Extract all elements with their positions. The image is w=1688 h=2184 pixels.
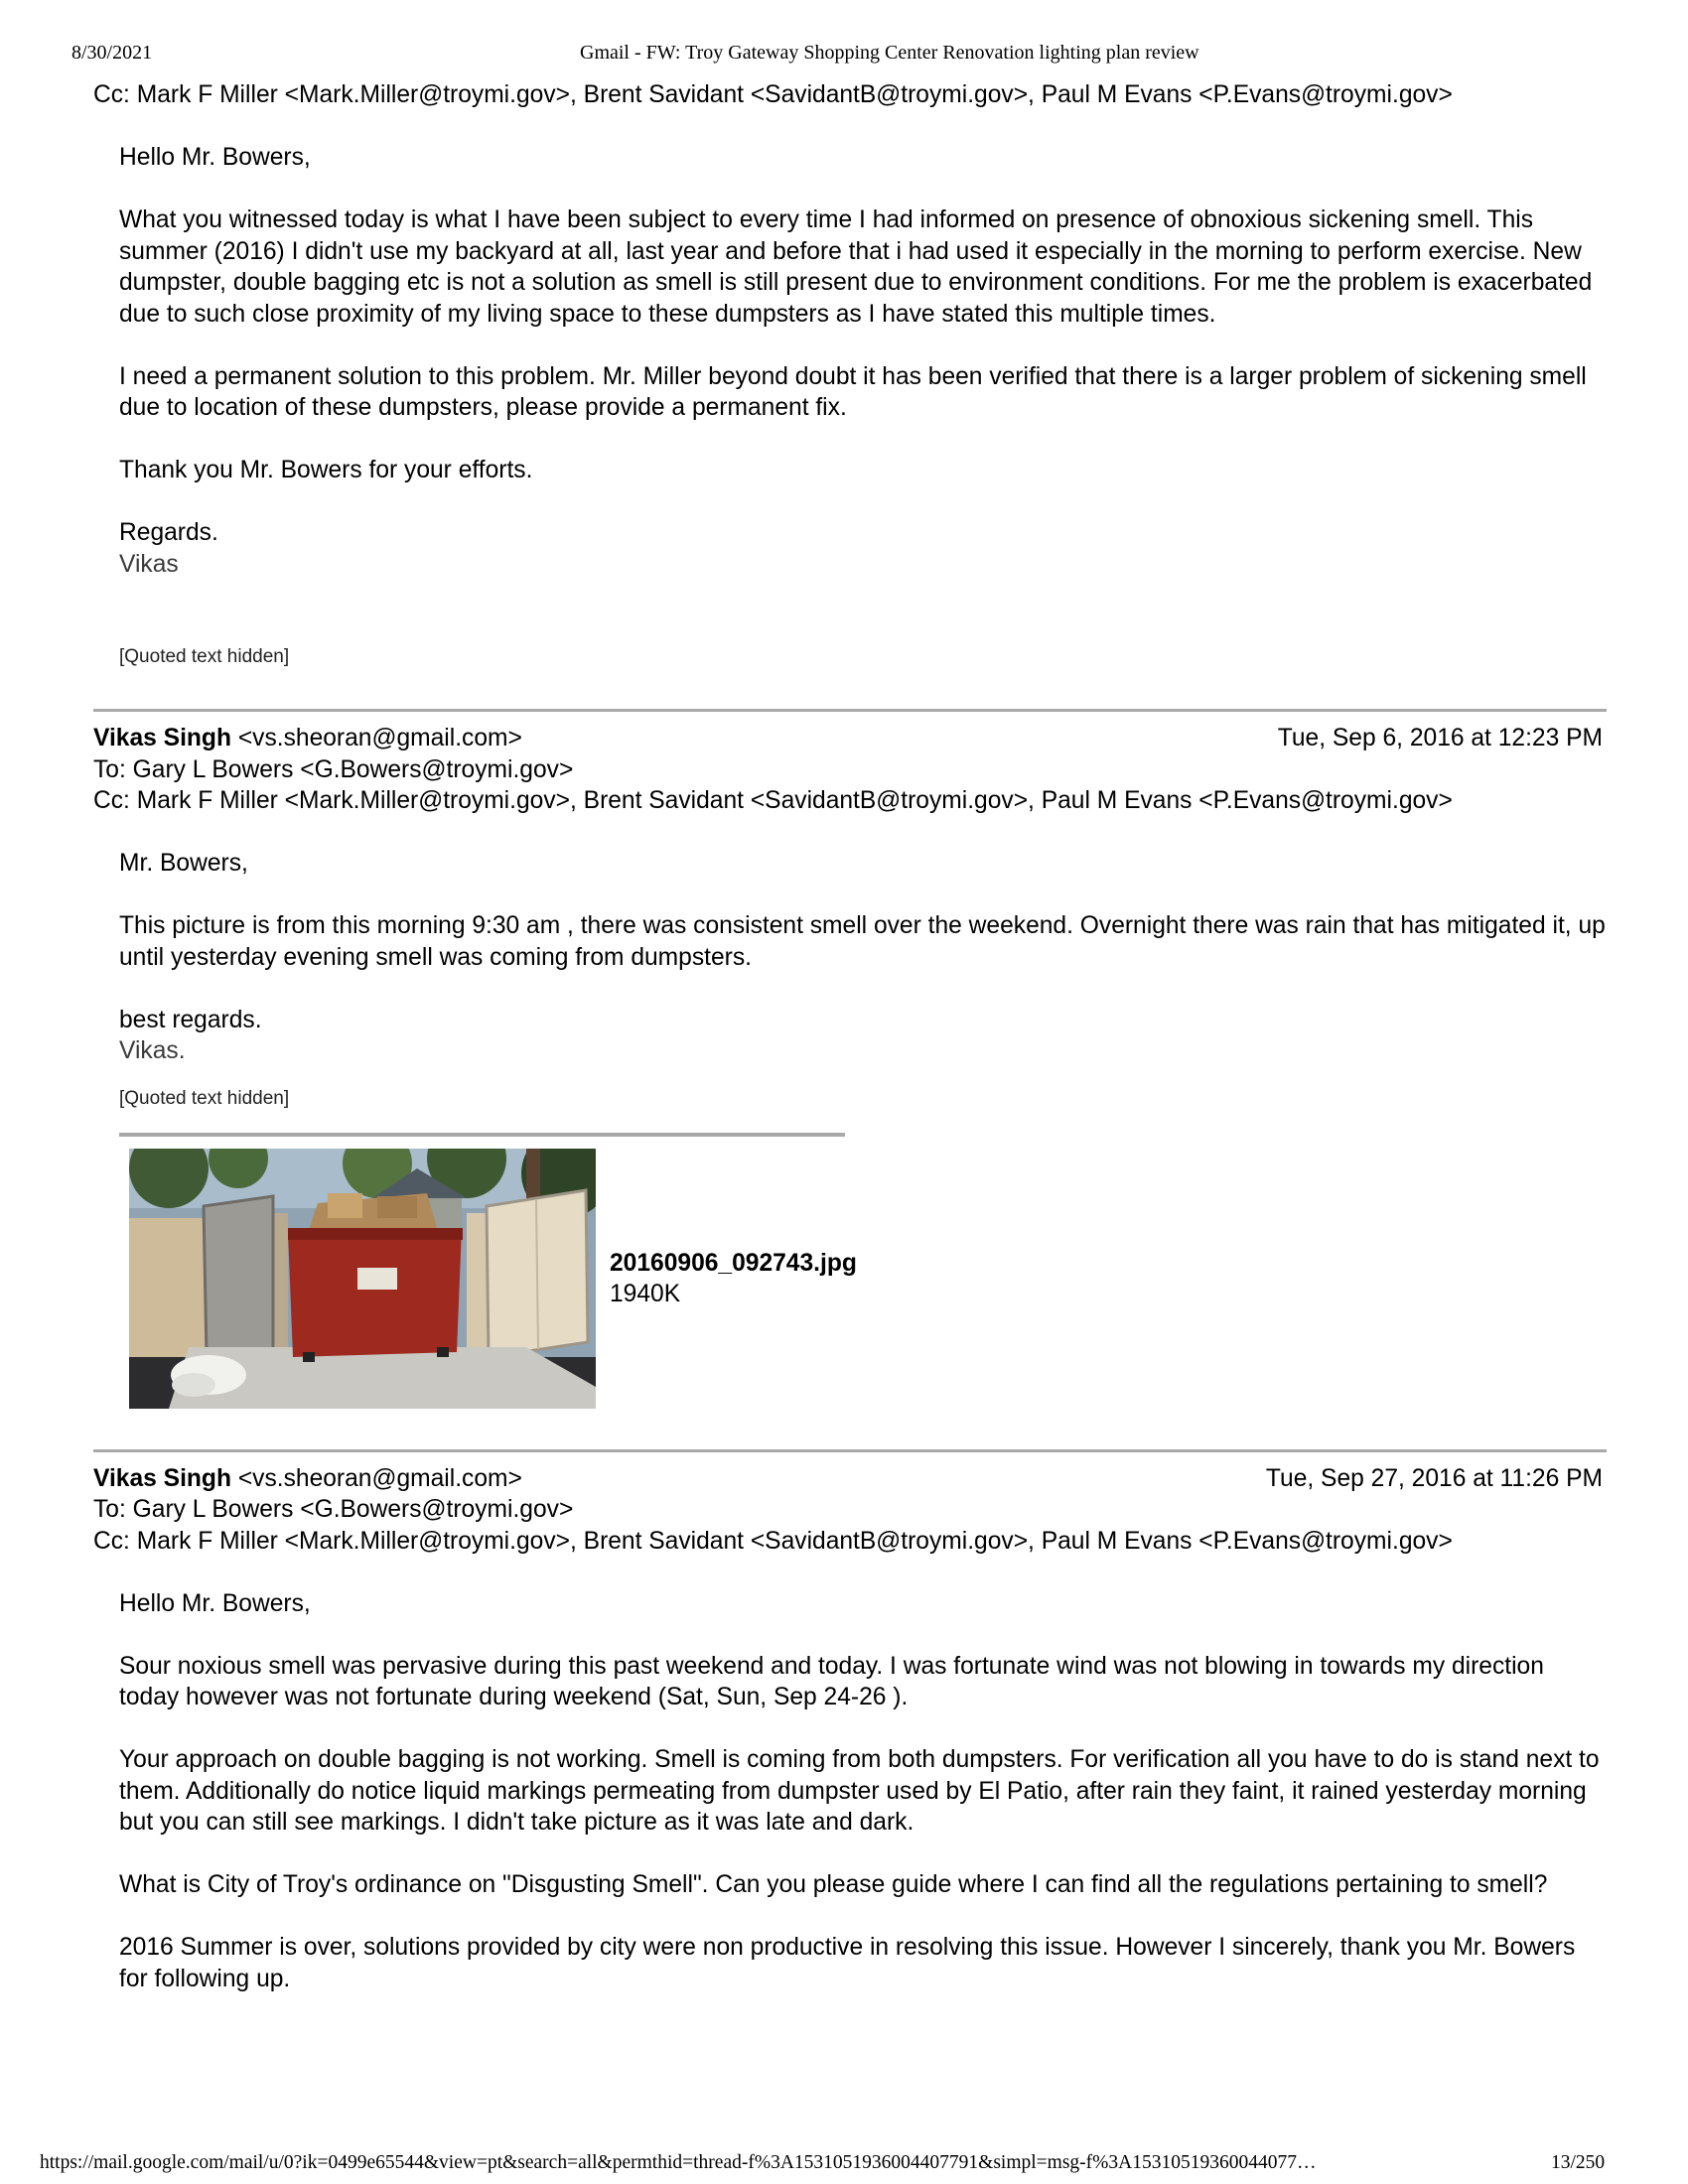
attachment[interactable] [119, 1137, 1609, 1405]
signature: Vikas [119, 550, 179, 578]
paragraph: Thank you Mr. Bowers for your efforts. [119, 457, 533, 483]
dumpster-photo [129, 1149, 596, 1409]
sender-email: <vs.sheoran@gmail.com> [237, 725, 522, 751]
quoted-text-toggle[interactable]: [Quoted text hidden] [119, 1087, 290, 1109]
message-body [119, 848, 1609, 1405]
paragraph: I need a permanent solution to this problem. Mr. Miller beyond doubt it has been verified that there is a larger problem of sickening smell due to location of these dumpsters, please provide a permanent fix. [119, 362, 1587, 421]
closing: Regards. [119, 519, 218, 546]
print-header [71, 42, 1617, 69]
greeting: Mr. Bowers, [119, 850, 248, 877]
paragraph: Your approach on double bagging is not working. Smell is coming from both dumpsters. For verification all you have to do is stand next to them. Additionally do notice liquid markings permeating from dumpster used by El Patio, after rain they faint, it rained yesterday morning but you can still see markings. I didn't take picture as it was late and dark. [119, 1746, 1600, 1836]
attachment-filename[interactable]: 20160906_092743.jpg [610, 1249, 857, 1277]
attachment-info [610, 1248, 857, 1310]
quoted-text-toggle[interactable]: [Quoted text hidden] [119, 646, 290, 667]
to-line: To: Gary L Bowers <G.Bowers@troymi.gov> [93, 755, 574, 783]
greeting: Hello Mr. Bowers, [119, 1589, 311, 1617]
sender-name: Vikas Singh [93, 1464, 231, 1492]
greeting: Hello Mr. Bowers, [119, 144, 311, 171]
print-title: Gmail - FW: Troy Gateway Shopping Center Renovation lighting plan review [580, 42, 1199, 64]
page-number: 13/250 [1551, 2152, 1606, 2173]
paragraph: 2016 Summer is over, solutions provided by city were non productive in resolving this issue. However I sincerely, thank you Mr. Bowers for following up. [119, 1934, 1576, 1992]
attachment-thumbnail[interactable] [129, 1149, 596, 1409]
paragraph: Sour noxious smell was pervasive during this past weekend and today. I was fortunate wind was not blowing in towards my direction today however was not fortunate during weekend (Sat, Sun, Sep 24-26 ). [119, 1652, 1544, 1710]
signature: Vikas. [119, 1037, 186, 1064]
message-header [93, 1463, 1603, 1495]
message-3 [93, 1463, 1603, 1995]
message-2 [93, 723, 1606, 1405]
email-thread [93, 79, 1606, 1994]
cc-line: Cc: Mark F Miller <Mark.Miller@troymi.gov>, Brent Savidant <SavidantB@troymi.gov>, Paul M Evans <P.Evans@troymi.gov> [93, 81, 1453, 108]
message-date: Tue, Sep 27, 2016 at 11:26 PM [1265, 1464, 1603, 1492]
paragraph: This picture is from this morning 9:30 am , there was consistent smell over the weekend. Overnight there was rain that has mitigated it, up until yesterday evening smell was coming from dumpsters. [119, 912, 1606, 971]
paragraph: What you witnessed today is what I have been subject to every time I had informed on presence of obnoxious sickening smell. This summer (2016) I didn't use my backyard at all, last year and before that i had used it especially in the morning to perform exercise. New dumpster, double bagging etc is not a solution as smell is still present due to environment conditions. For me the problem is exacerbated due to such close proximity of my living space to these dumpsters as I have stated this multiple times. [119, 206, 1593, 328]
message-body [119, 1588, 1609, 1995]
cc-line: Cc: Mark F Miller <Mark.Miller@troymi.gov>, Brent Savidant <SavidantB@troymi.gov>, Paul M Evans <P.Evans@troymi.gov> [93, 787, 1453, 814]
message-1 [93, 79, 1603, 669]
cc-line: Cc: Mark F Miller <Mark.Miller@troymi.gov>, Brent Savidant <SavidantB@troymi.gov>, Paul M Evans <P.Evans@troymi.gov> [93, 1527, 1453, 1555]
print-url: https://mail.google.com/mail/u/0?ik=0499e65544&view=pt&search=all&permthid=thread-f%3A1531051936004407791&simpl=msg-f%3A15310519360044077… [40, 2152, 1317, 2173]
paragraph: What is City of Troy's ordinance on "Disgusting Smell". Can you please guide where I can find all the regulations pertaining to smell? [119, 1871, 1548, 1898]
sender-name: Vikas Singh [93, 725, 231, 751]
message-body [119, 142, 1609, 669]
sender-email: <vs.sheoran@gmail.com> [237, 1464, 522, 1492]
print-date: 8/30/2021 [71, 42, 153, 64]
closing: best regards. [119, 1006, 262, 1033]
to-line: To: Gary L Bowers <G.Bowers@troymi.gov> [93, 1496, 574, 1523]
attachment-size: 1940K [610, 1281, 681, 1307]
message-header [93, 723, 1603, 754]
message-date: Tue, Sep 6, 2016 at 12:23 PM [1277, 725, 1603, 751]
